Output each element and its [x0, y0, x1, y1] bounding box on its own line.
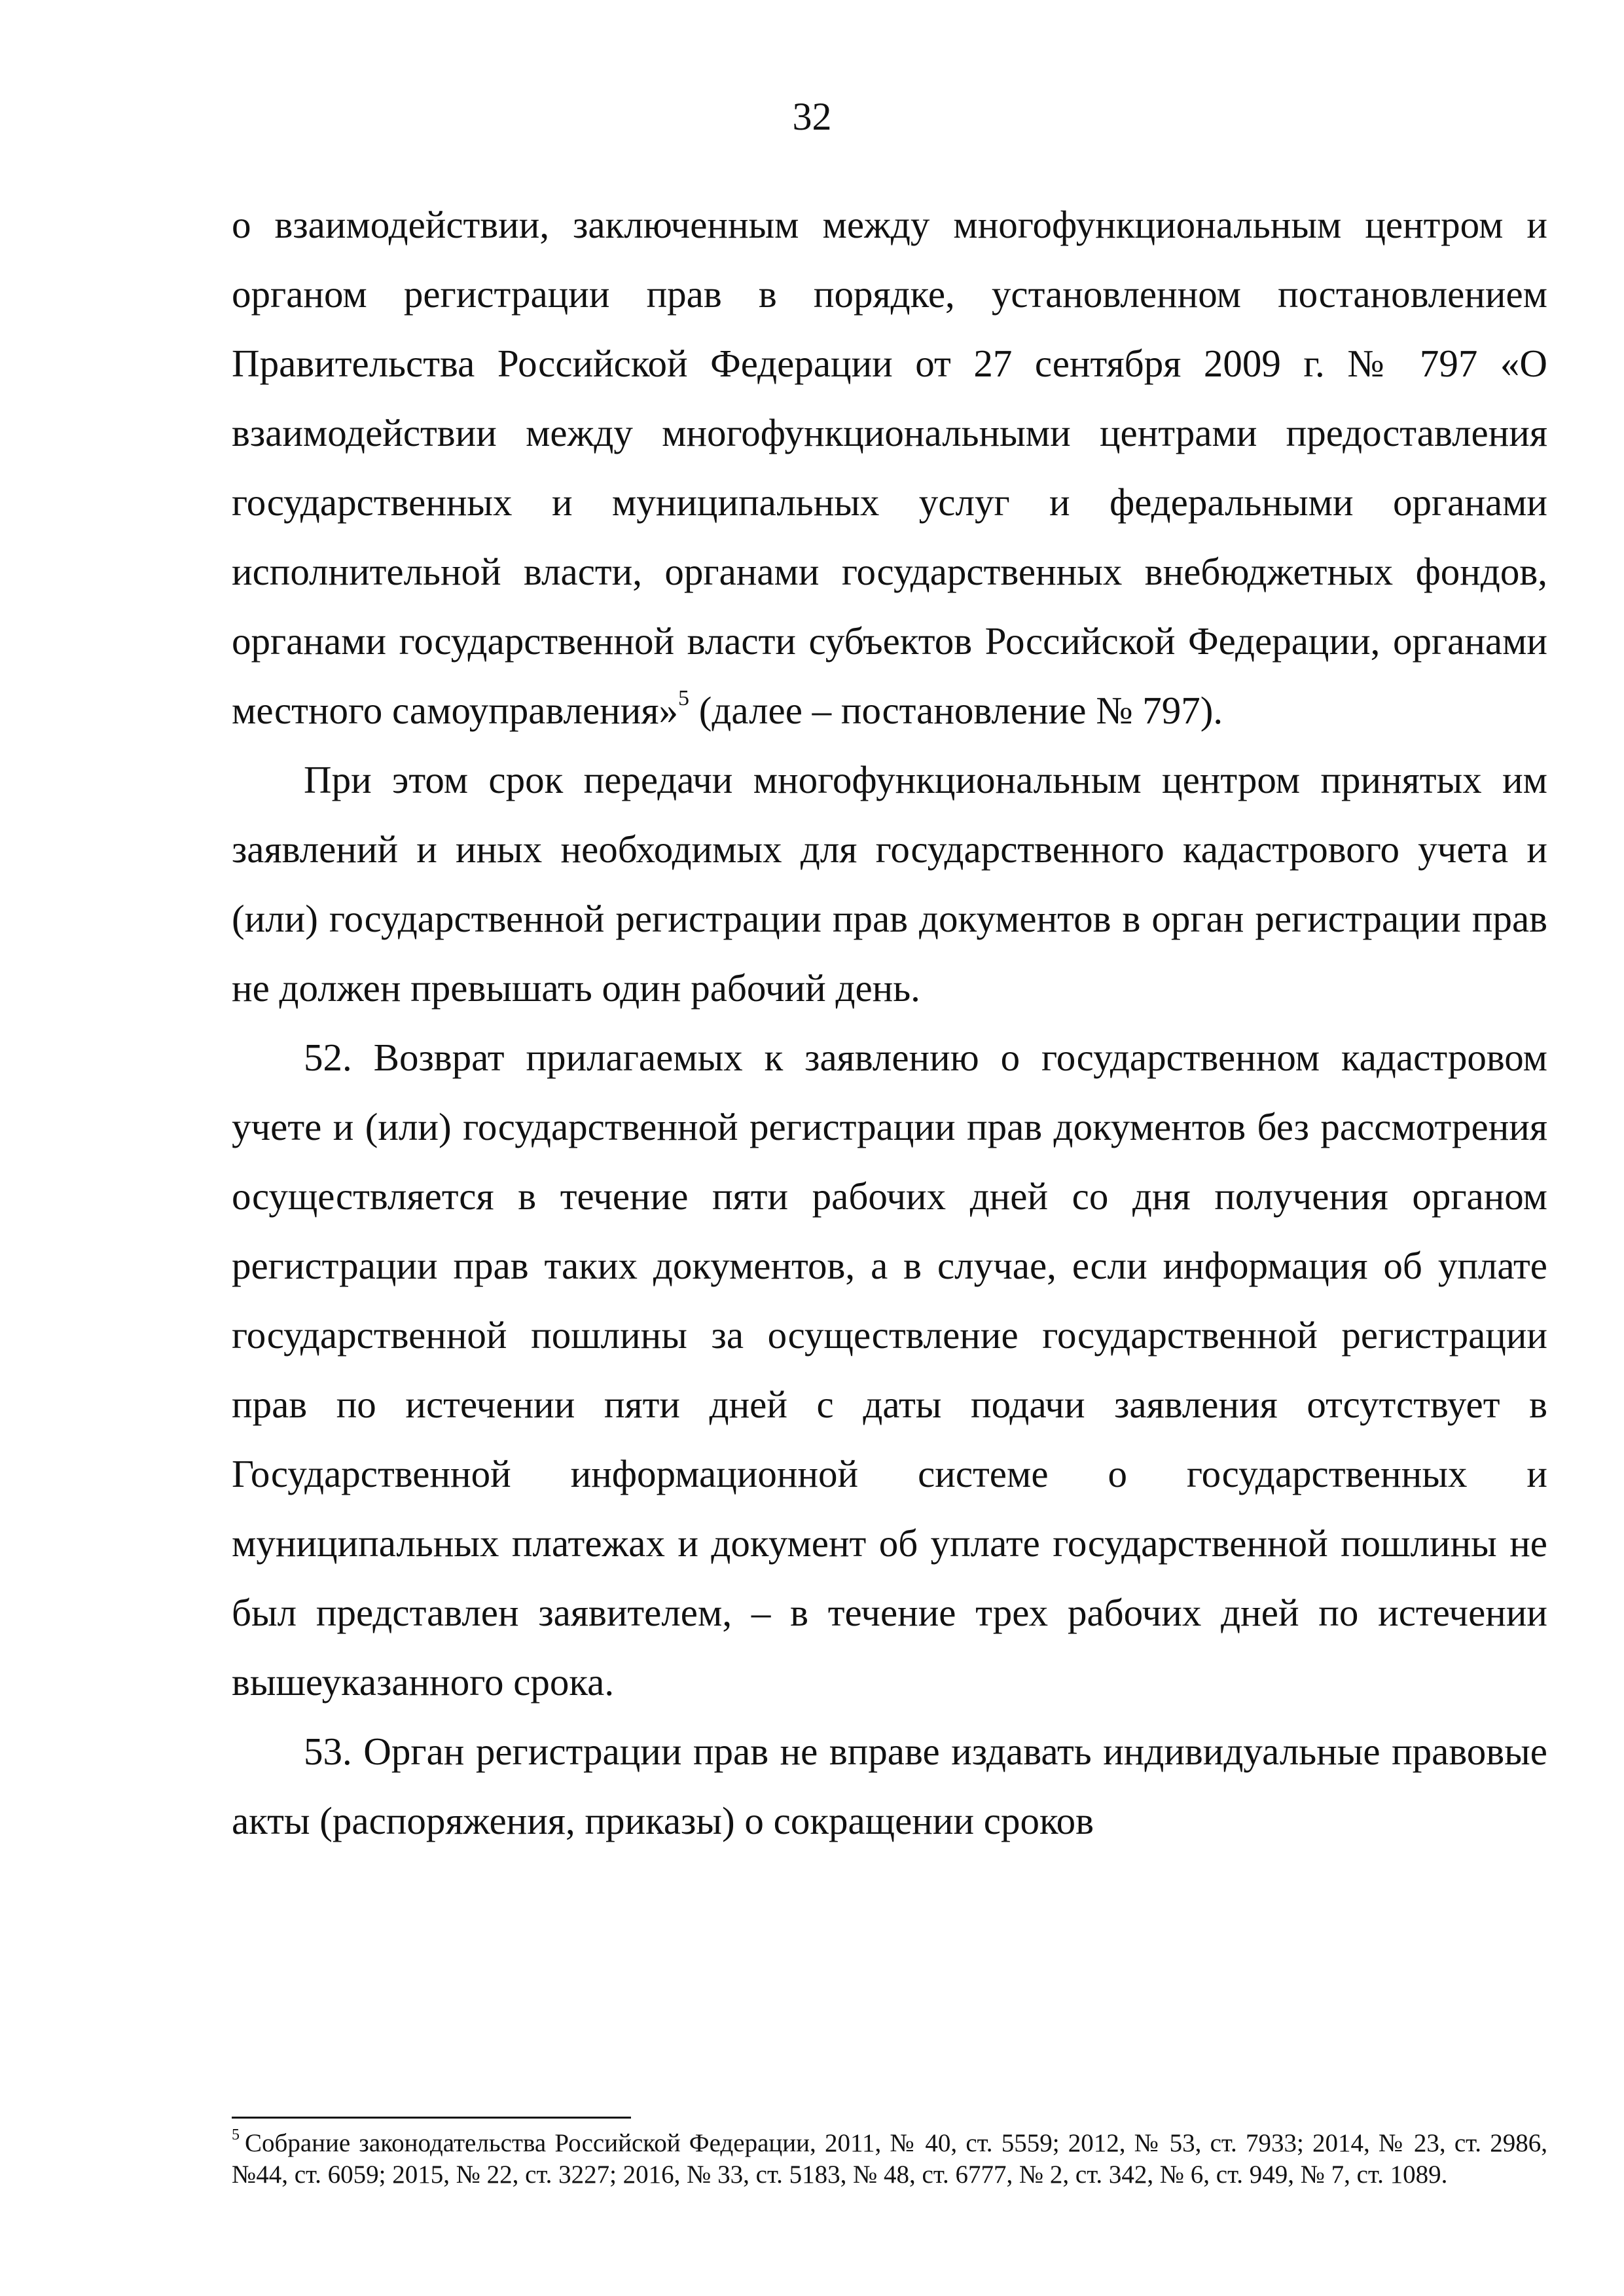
footnote-separator — [232, 2117, 631, 2119]
footnote-text: Собрание законодательства Российской Федерации, 2011, № 40, ст. 5559; 2012, № 53, ст. 7933; 2014, № 23, ст. 2986, №44, ст. 6059; 2015, № 22, ст. 3227; 2016, № 33, ст. 5183, № 48, ст. 6777, № 2, ст. 342, № 6, ст. 949, № 7, ст. 1089. — [232, 2129, 1547, 2189]
paragraph-text: о взаимодействии, заключенным между многофункциональным центром и органом регистрации прав в порядке, установленном постановлением Правительства Российской Федерации от 27 сентября 2009 г. № 797 «О взаимодействии между многофункциональными центрами предоставления государственных и муниципальных услуг и федеральными органами исполнительной власти, органами государственных внебюджетных фондов, органами государственной власти субъектов Российской Федерации, органами местного самоуправления» — [232, 203, 1547, 732]
document-body — [232, 190, 1547, 1855]
page-number: 32 — [792, 95, 832, 138]
paragraph-transfer-deadline: При этом срок передачи многофункциональным центром принятых им заявлений и иных необходимых для государственного кадастрового учета и (или) государственной регистрации прав документов в орган регистрации прав не должен превышать один рабочий день. — [232, 758, 1547, 1010]
paragraph-text-tail: (далее – постановление № 797). — [689, 689, 1223, 732]
footnote-reference: 5 — [677, 686, 689, 710]
footnote-number: 5 — [232, 2126, 240, 2143]
paragraph-continuation — [232, 190, 1547, 745]
paragraph-53: 53. Орган регистрации прав не вправе издавать индивидуальные правовые акты (распоряжения, приказы) о сокращении сроков — [232, 1730, 1547, 1842]
paragraph-52: 52. Возврат прилагаемых к заявлению о государственном кадастровом учете и (или) государственной регистрации прав документов без рассмотрения осуществляется в течение пяти рабочих дней со дня получения органом регистрации прав таких документов, а в случае, если информация об уплате государственной пошлины за осуществление государственной регистрации прав по истечении пяти дней с даты подачи заявления отсутствует в Государственной информационной системе о государственных и муниципальных платежах и документ об уплате государственной пошлины не был представлен заявителем, – в течение трех рабочих дней по истечении вышеуказанного срока. — [232, 1036, 1547, 1704]
footnote — [232, 2128, 1547, 2191]
